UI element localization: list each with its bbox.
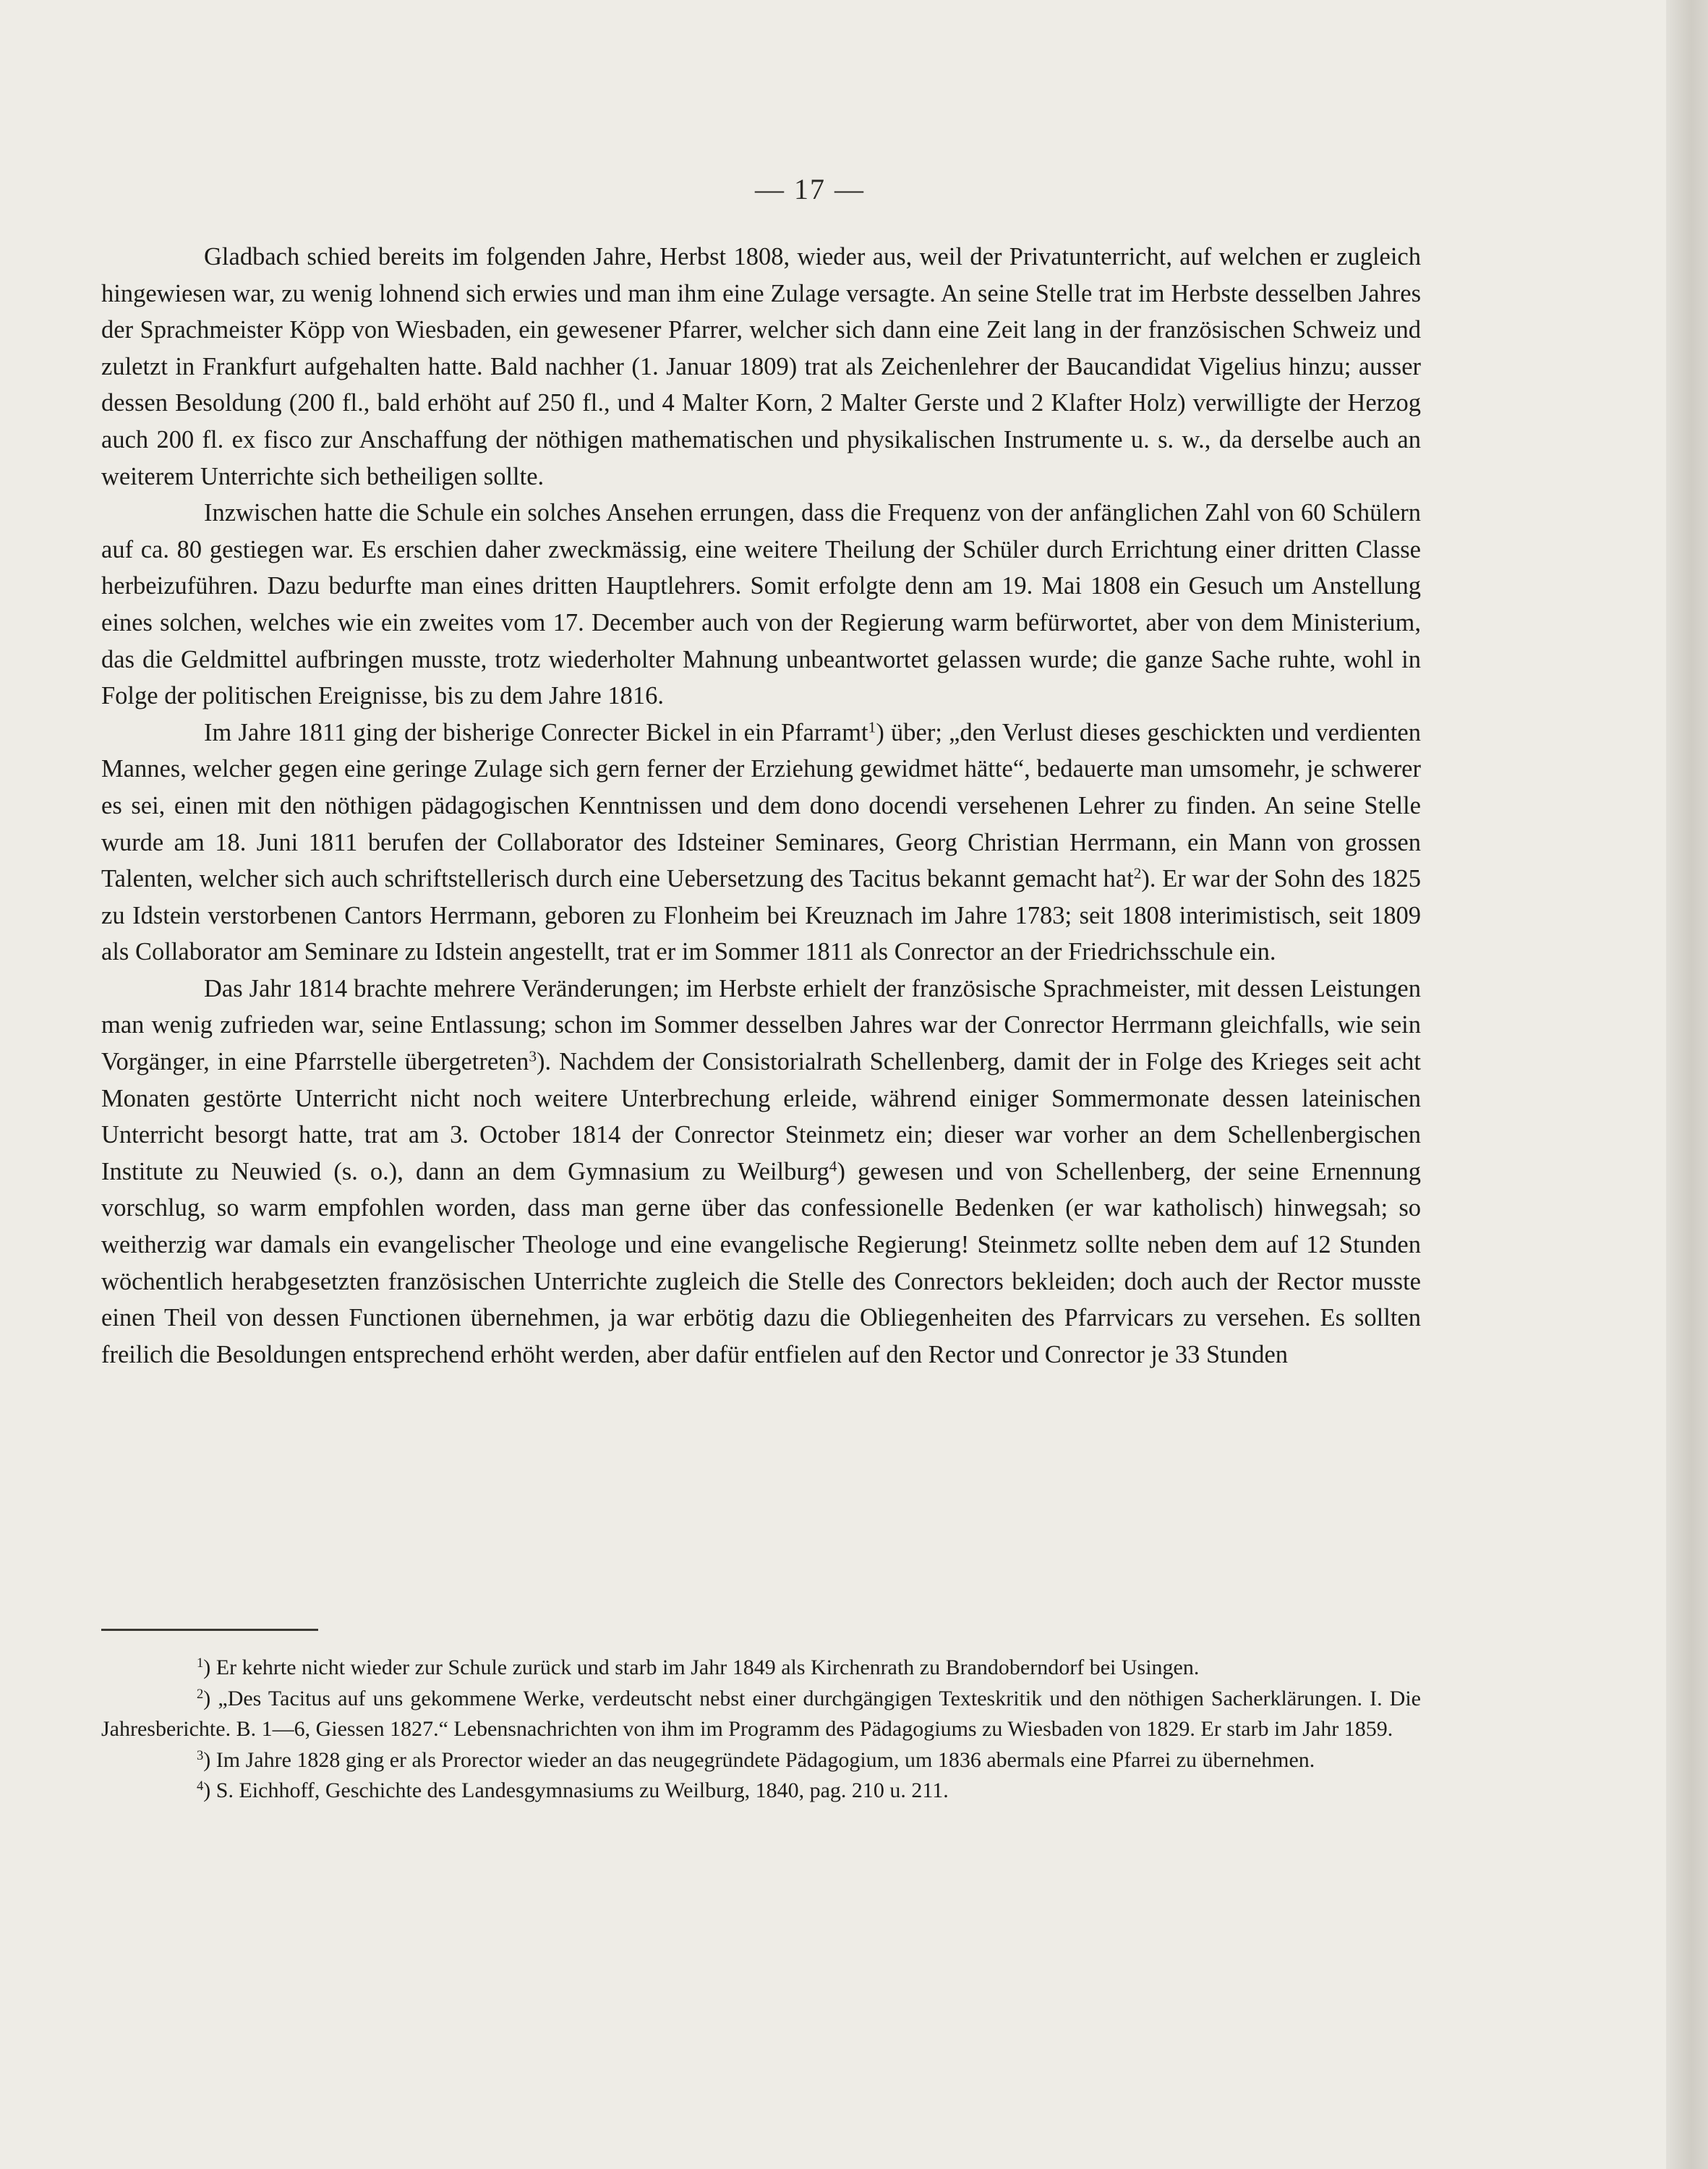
footnote-ref: 2: [1133, 864, 1142, 882]
footnote-ref: 4: [829, 1157, 837, 1175]
page-number: — 17 —: [755, 173, 865, 205]
footnote-text: ) Er kehrte nicht wieder zur Schule zurück und starb im Jahr 1849 als Kirchenrath zu Brandoberndorf bei Usingen.: [203, 1655, 1200, 1679]
footnote: [101, 1653, 1421, 1684]
footnote-number: 2: [197, 1686, 204, 1702]
paragraph-text: Das Jahr 1814 brachte mehrere Veränderungen; im Herbste erhielt der französische Sprachmeister, mit dessen Leistungen man wenig zufrieden war, seine Entlassung; schon im Sommer desselben Jahres war der Conrector Herrmann gleichfalls, wie sein Vorgänger, in eine Pfarrstelle übergetreten: [101, 974, 1421, 1076]
footnote-divider: [101, 1629, 318, 1631]
body-text: [101, 239, 1421, 1373]
paragraph: [101, 495, 1421, 715]
paragraph-text: ) gewesen und von Schellenberg, der seine Ernennung vorschlug, so warm empfohlen worden, dass man gerne über das confessionelle Bedenken (er war katholisch) hinwegsah; so weitherzig war damals ein evangelischer Theologe und eine evangelische Regierung! Steinmetz sollte neben dem auf 12 Stunden wöchentlich herabgesetzten französischen Unterrichte zugleich die Stelle des Conrectors bekleiden; doch auch der Rector musste einen Theil von dessen Functionen übernehmen, ja war erbötig dazu die Obliegenheiten des Pfarrvicars zu versehen. Es sollten freilich die Besoldungen entsprechend erhöht werden, aber dafür entfielen auf den Rector und Conrector je 33 Stunden: [101, 1157, 1421, 1368]
footnote-number: 4: [197, 1778, 204, 1794]
paragraph: [101, 715, 1421, 971]
paragraph-text: ) über; „den Verlust dieses geschickten und verdienten Mannes, welcher gegen eine geringe Zulage sich gern ferner der Erziehung gewidmet hätte“, bedauerte man umsomehr, je schwerer es sei, einen mit den nöthigen pädagogischen Kenntnissen und dem dono docendi versehenen Lehrer zu finden. An seine Stelle wurde am 18. Juni 1811 berufen der Collaborator des Idsteiner Seminares, Georg Christian Herrmann, ein Mann von grossen Talenten, welcher sich auch schriftstellerisch durch eine Uebersetzung des Tacitus bekannt gemacht hat: [101, 718, 1421, 893]
paragraph-text: Im Jahre 1811 ging der bisherige Conrecter Bickel in ein Pfarramt: [204, 718, 868, 746]
footnote-number: 3: [197, 1747, 204, 1763]
footnote-number: 1: [197, 1655, 204, 1671]
footnote-text: ) S. Eichhoff, Geschichte des Landesgymnasiums zu Weilburg, 1840, pag. 210 u. 211.: [203, 1778, 949, 1802]
footnote: [101, 1776, 1421, 1807]
paragraph-text: Gladbach schied bereits im folgenden Jahre, Herbst 1808, wieder aus, weil der Privatunterricht, auf welchen er zugleich hingewiesen war, zu wenig lohnend sich erwies und man ihm eine Zulage versagte. An seine Stelle trat im Herbste desselben Jahres der Sprachmeister Köpp von Wiesbaden, ein gewesener Pfarrer, welcher sich dann eine Zeit lang in der französischen Schweiz und zuletzt in Frankfurt aufgehalten hatte. Bald nachher (1. Januar 1809) trat als Zeichenlehrer der Baucandidat Vigelius hinzu; ausser dessen Besoldung (200 fl., bald erhöht auf 250 fl., und 4 Malter Korn, 2 Malter Gerste und 2 Klafter Holz) verwilligte der Herzog auch 200 fl. ex fisco zur Anschaffung der nöthigen mathematischen und physikalischen Instrumente u. s. w., da derselbe auch an weiterem Unterrichte sich betheiligen sollte.: [101, 243, 1421, 490]
page-edge: [1666, 0, 1708, 2169]
footnotes: [101, 1653, 1421, 1807]
paragraph-text: ). Er war der Sohn des 1825 zu Idstein verstorbenen Cantors Herrmann, geboren zu Flonheim bei Kreuznach im Jahre 1783; seit 1808 interimistisch, seit 1809 als Collaborator am Seminare zu Idstein angestellt, trat er im Sommer 1811 als Conrector an der Friedrichsschule ein.: [101, 865, 1421, 966]
footnote-text: ) „Des Tacitus auf uns gekommene Werke, verdeutscht nebst einer durchgängigen Texteskritik und den nöthigen Sacherklärungen. I. Die Jahresberichte. B. 1—6, Giessen 1827.“ Lebensnachrichten von ihm im Programm des Pädagogiums zu Wiesbaden von 1829. Er starb im Jahr 1859.: [101, 1686, 1421, 1741]
footnote-text: ) Im Jahre 1828 ging er als Prorector wieder an das neugegründete Pädagogium, um 1836 abermals eine Pfarrei zu übernehmen.: [203, 1747, 1315, 1772]
footnote-ref: 3: [529, 1047, 537, 1065]
footnote: [101, 1745, 1421, 1776]
paragraph-text: ). Nachdem der Consistorialrath Schellenberg, damit der in Folge des Krieges seit acht Monaten gestörte Unterricht nicht noch weitere Unterbrechung erleide, während einiger Sommermonate dessen lateinischen Unterricht besorgt hatte, trat am 3. October 1814 der Conrector Steinmetz ein; dieser war vorher an dem Schellenbergischen Institute zu Neuwied (s. o.), dann an dem Gymnasium zu Weilburg: [101, 1048, 1421, 1185]
footnote: [101, 1684, 1421, 1745]
paragraph-text: Inzwischen hatte die Schule ein solches Ansehen errungen, dass die Frequenz von der anfänglichen Zahl von 60 Schülern auf ca. 80 gestiegen war. Es erschien daher zweckmässig, eine weitere Theilung der Schüler durch Errichtung einer dritten Classe herbeizuführen. Dazu bedurfte man eines dritten Hauptlehrers. Somit erfolgte denn am 19. Mai 1808 ein Gesuch um Anstellung eines solchen, welches wie ein zweites vom 17. December auch von der Regierung warm befürwortet, aber von dem Ministerium, das die Geldmittel aufbringen musste, trotz wiederholter Mahnung unbeantwortet gelassen wurde; die ganze Sache ruhte, wohl in Folge der politischen Ereignisse, bis zu dem Jahre 1816.: [101, 499, 1421, 710]
paragraph: [101, 239, 1421, 495]
footnote-ref: 1: [868, 717, 876, 736]
paragraph: [101, 971, 1421, 1373]
